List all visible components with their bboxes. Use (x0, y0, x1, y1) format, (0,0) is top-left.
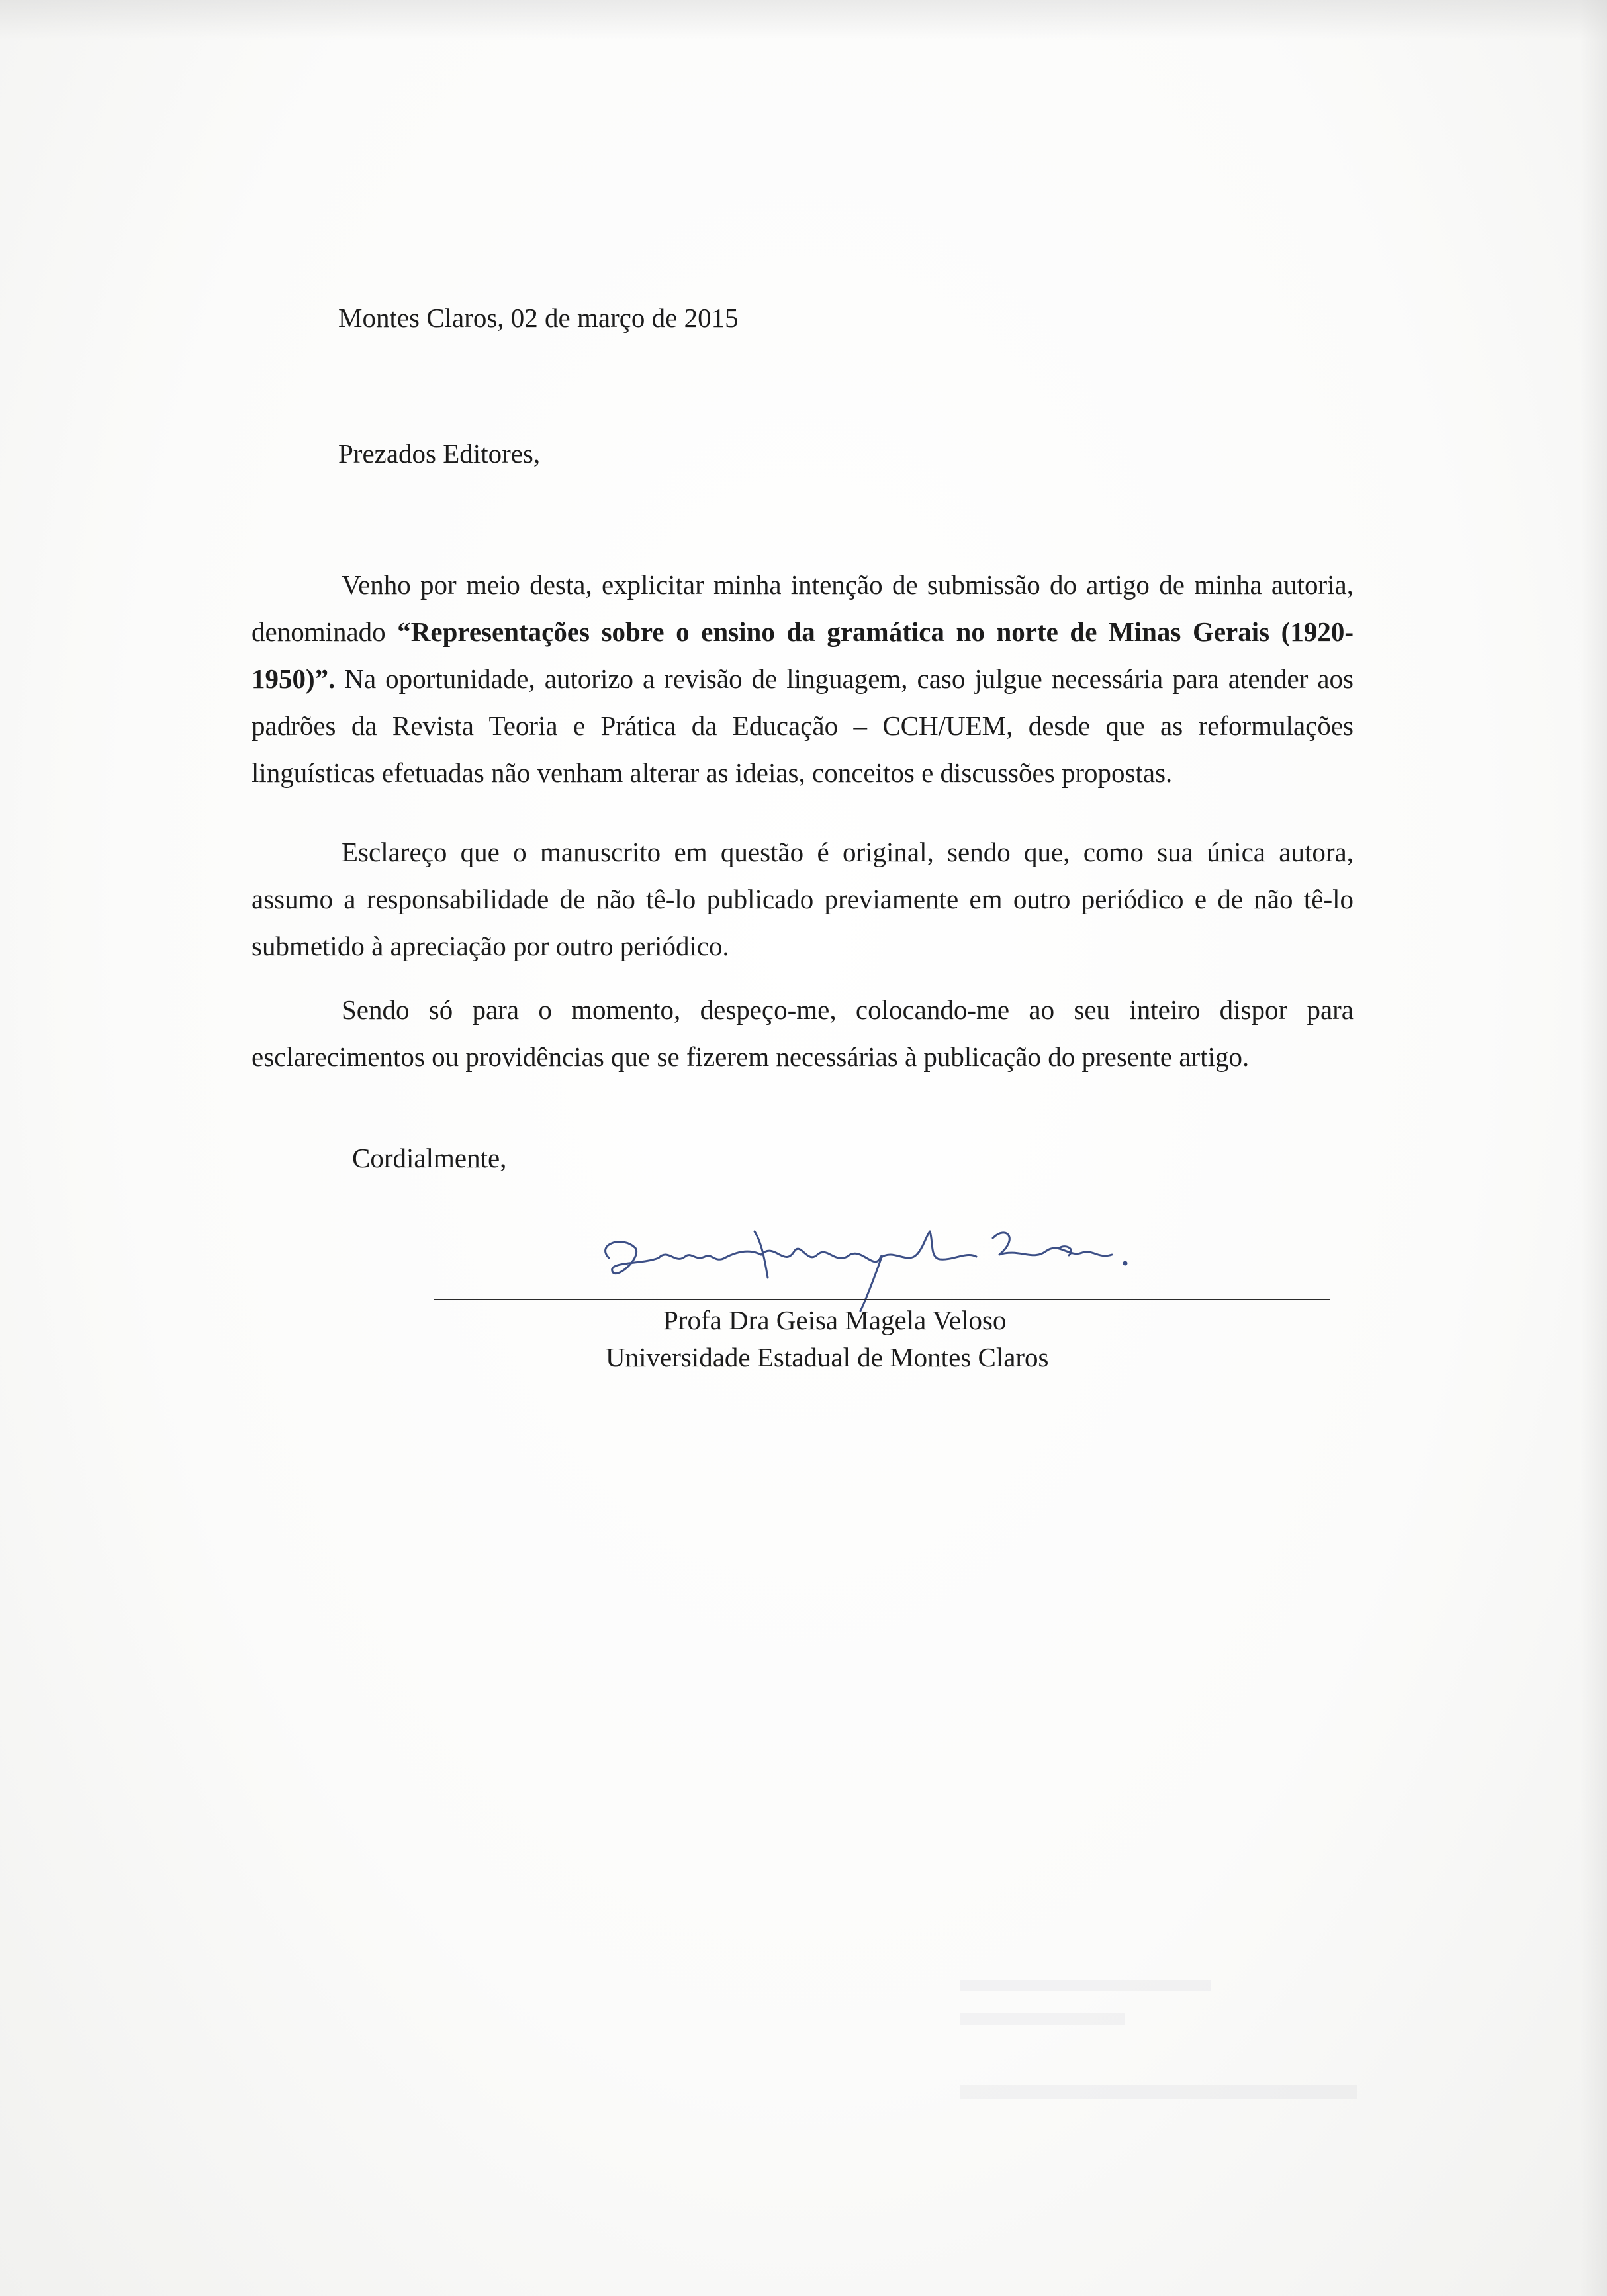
paragraph-1 (252, 561, 1354, 796)
paragraph-2: Esclareço que o manuscrito em questão é original, sendo que, como sua única autora, assumo a responsabilidade de não tê-lo publicado previamente em outro periódico e de não tê-lo submetido à apreciação por outro periódico. (252, 837, 1354, 961)
bleed-through-mark (960, 1980, 1211, 1991)
paragraph-1-intro: Venho por meio desta, explicitar minha intenção de submissão do artigo de minha autoria, denominado (252, 569, 1354, 647)
bleed-through-mark (960, 2013, 1125, 2025)
signer-name: Profa Dra Geisa Magela Veloso (663, 1305, 1007, 1335)
bleed-through-mark (960, 2085, 1357, 2099)
closing: Cordialmente, (352, 1143, 507, 1173)
signer-institution: Universidade Estadual de Montes Claros (606, 1342, 1049, 1372)
signature-line (434, 1299, 1330, 1300)
paragraph-3: Sendo só para o momento, despeço-me, colocando-me ao seu inteiro dispor para esclarecimentos ou providências que se fizerem necessárias à publicação do presente artigo. (252, 994, 1354, 1072)
article-title: “Representações sobre o ensino da gramática no norte de Minas Gerais (1920-1950)”. (252, 616, 1354, 694)
salutation: Prezados Editores, (338, 438, 541, 469)
scan-shadow-right (1581, 0, 1607, 2296)
date-line: Montes Claros, 02 de março de 2015 (338, 303, 739, 333)
paragraph-1-rest: Na oportunidade, autorizo a revisão de linguagem, caso julgue necessária para atender aos padrões da Revista Teoria e Prática da Educação – CCH/UEM, desde que as reformulações linguísticas efetuadas não venham alterar as ideias, conceitos e discussões propostas. (252, 663, 1354, 788)
scan-shadow-top (0, 0, 1607, 40)
